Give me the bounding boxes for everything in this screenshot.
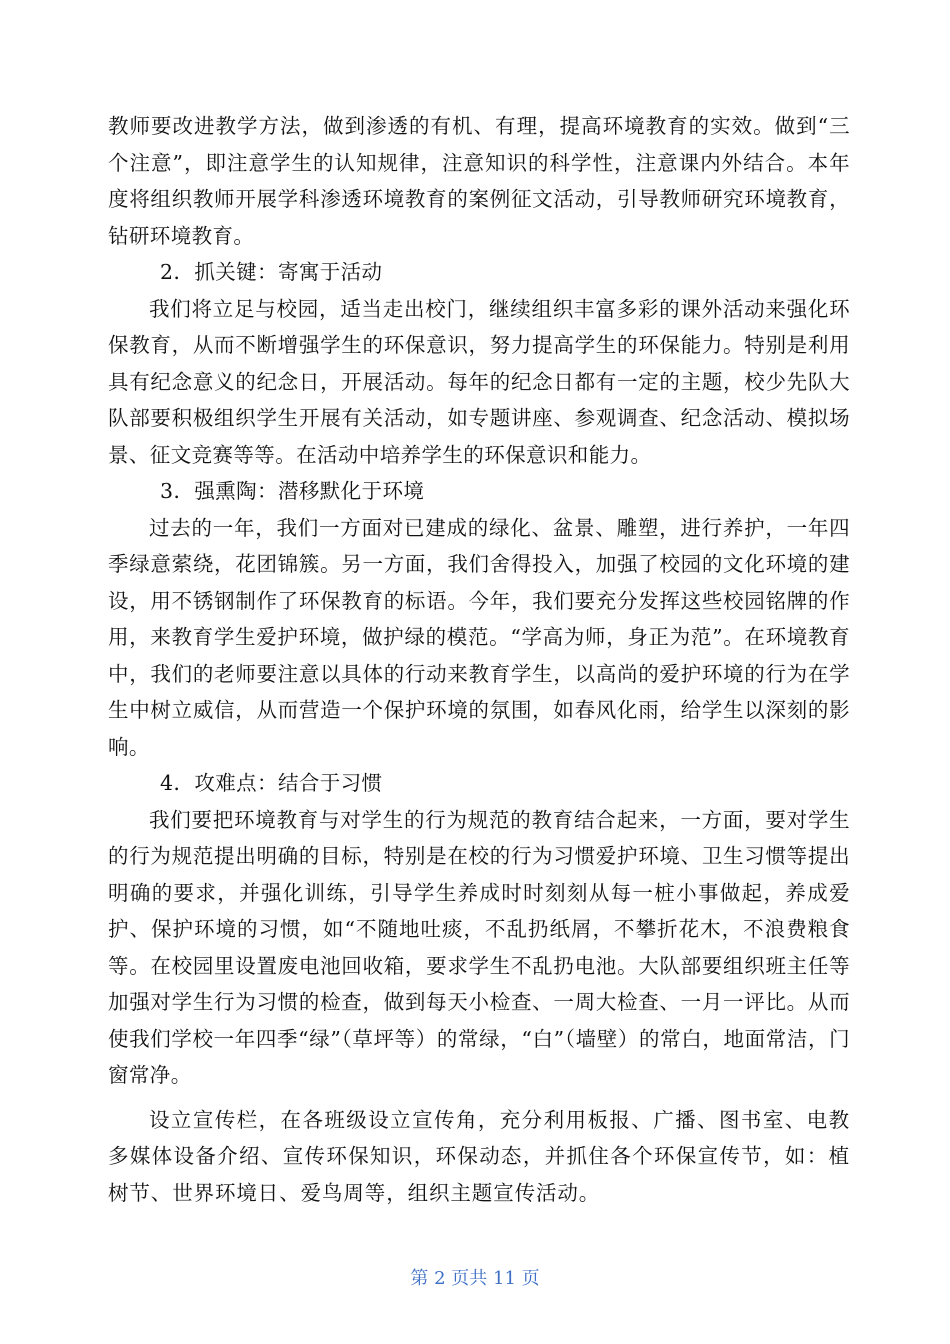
paragraph-habits: 我们要把环境教育与对学生的行为规范的教育结合起来，一方面，要对学生的行为规范提出明确的目标，特别是在校的行为习惯爱护环境、卫生习惯等提出明确的要求，并强化训练，引导学生养成时时刻刻从每一桩小事做起，养成爱护、保护环境的习惯，如“不随地吐痰，不乱扔纸屑，不攀折花木，不浪费粮食等。在校园里设置废电池回收箱，要求学生不乱扔电池。大队部要组织班主任等加强对学生行为习惯的检查，做到每天小检查、一周大检查、一月一评比。从而使我们学校一年四季“绿”（草坪等）的常绿，“白”（墙壁）的常白，地面常洁，门窗常净。 — [108, 807, 850, 1087]
paragraph-method: 教师要改进教学方法，做到渗透的有机、有理，提高环境教育的实效。做到“三个注意”，即注意学生的认知规律，注意知识的科学性，注意课内外结合。本年度将组织教师开展学科渗透环境教育的案例征文活动，引导教师研究环境教育，钻研环境教育。 — [108, 114, 850, 248]
section-heading-4: 4．攻难点：结合于习惯 — [160, 771, 383, 795]
section-heading-3: 3．强熏陶：潜移默化于环境 — [160, 479, 425, 503]
paragraph-publicity: 设立宣传栏，在各班级设立宣传角，充分利用板报、广播、图书室、电教多媒体设备介绍、宣传环保知识，环保动态，并抓住各个环保宣传节，如：植树节、世界环境日、爱鸟周等，组织主题宣传活动。 — [108, 1107, 850, 1205]
document-body — [108, 108, 850, 1211]
section-heading-2: 2．抓关键：寄寓于活动 — [160, 260, 383, 284]
paragraph-activities: 我们将立足与校园，适当走出校门，继续组织丰富多彩的课外活动来强化环保教育，从而不断增强学生的环保意识，努力提高学生的环保能力。特别是利用具有纪念意义的纪念日，开展活动。每年的纪念日都有一定的主题，校少先队大队部要积极组织学生开展有关活动，如专题讲座、参观调查、纪念活动、模拟场景、征文竞赛等等。在活动中培养学生的环保意识和能力。 — [108, 296, 850, 467]
page-number: 第 2 页共 11 页 — [410, 1268, 540, 1289]
paragraph-environment: 过去的一年，我们一方面对已建成的绿化、盆景、雕塑，进行养护，一年四季绿意萦绕，花团锦簇。另一方面，我们舍得投入，加强了校园的文化环境的建设，用不锈钢制作了环保教育的标语。今年，我们要充分发挥这些校园铭牌的作用，来教育学生爱护环境，做护绿的模范。“学高为师，身正为范”。在环境教育中，我们的老师要注意以具体的行动来教育学生，以高尚的爱护环境的行为在学生中树立威信，从而营造一个保护环境的氛围，如春风化雨，给学生以深刻的影响。 — [108, 515, 850, 759]
